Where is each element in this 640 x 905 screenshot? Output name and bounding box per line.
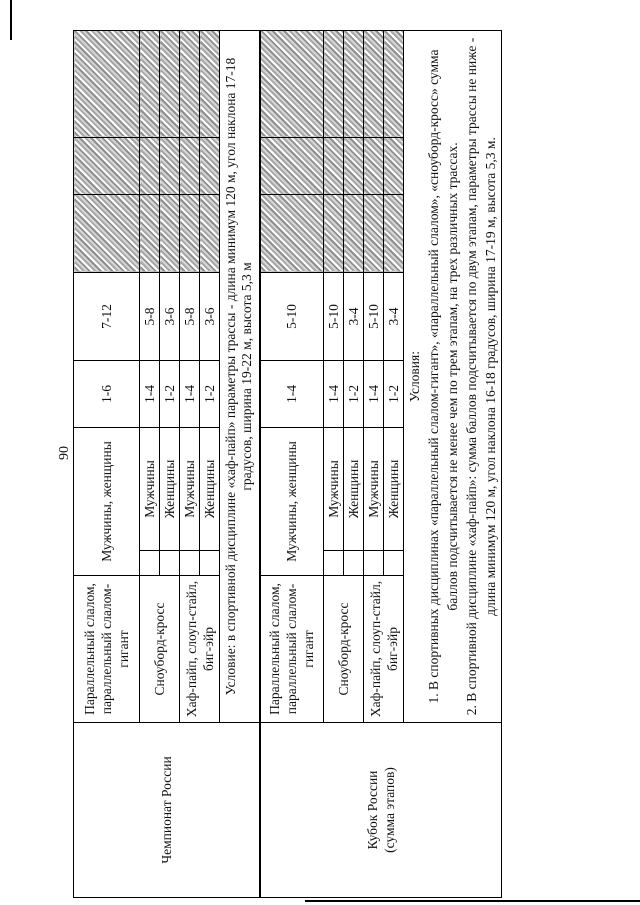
shaded-cell bbox=[74, 30, 140, 137]
shaded-cell bbox=[180, 30, 200, 137]
value-cell: 3-6 bbox=[200, 272, 220, 360]
rotated-table-container bbox=[73, 31, 498, 898]
value-cell: 1-4 bbox=[260, 360, 324, 427]
shaded-cell bbox=[324, 137, 344, 194]
ranking-table bbox=[73, 30, 502, 898]
group-cell: Мужчины bbox=[364, 427, 384, 550]
value-cell: 1-2 bbox=[344, 360, 364, 427]
value-cell: 1-4 bbox=[364, 360, 384, 427]
value-cell: 5-10 bbox=[260, 272, 324, 360]
value-cell: 1-2 bbox=[384, 360, 404, 427]
shaded-cell bbox=[160, 30, 180, 137]
value-cell: 1-4 bbox=[180, 360, 200, 427]
discipline-halfpipe: Хаф-пайп, слоуп-стайл, биг-эйр bbox=[364, 576, 404, 723]
shaded-cell bbox=[260, 30, 324, 137]
discipline-parallel-slalom: Параллельный слалом, параллельный слалом- гигант bbox=[260, 576, 324, 723]
group-cell: Женщины bbox=[200, 427, 220, 550]
shaded-cell bbox=[260, 194, 324, 272]
spacer-cell bbox=[140, 551, 160, 576]
shaded-cell bbox=[260, 137, 324, 194]
shaded-cell bbox=[180, 137, 200, 194]
shaded-cell bbox=[344, 30, 364, 137]
shaded-cell bbox=[364, 137, 384, 194]
shaded-cell bbox=[384, 30, 404, 137]
value-cell: 5-8 bbox=[140, 272, 160, 360]
discipline-snowboard-cross: Сноуборд-кросс bbox=[324, 576, 364, 723]
value-cell: 1-4 bbox=[324, 360, 344, 427]
value-cell: 5-8 bbox=[180, 272, 200, 360]
scan-edge-line bbox=[10, 0, 12, 40]
shaded-cell bbox=[200, 194, 220, 272]
shaded-cell bbox=[140, 137, 160, 194]
shaded-cell bbox=[74, 194, 140, 272]
shaded-cell bbox=[344, 194, 364, 272]
spacer-cell bbox=[364, 551, 384, 576]
spacer-cell bbox=[180, 551, 200, 576]
section-championship: Чемпионат России bbox=[74, 723, 260, 898]
spacer-cell bbox=[384, 551, 404, 576]
shaded-cell bbox=[364, 194, 384, 272]
shaded-cell bbox=[180, 194, 200, 272]
spacer-cell bbox=[344, 551, 364, 576]
value-cell: 3-6 bbox=[160, 272, 180, 360]
table-row bbox=[74, 30, 140, 897]
value-cell: 1-6 bbox=[74, 360, 140, 427]
shaded-cell bbox=[384, 194, 404, 272]
shaded-cell bbox=[200, 137, 220, 194]
spacer-cell bbox=[200, 551, 220, 576]
shaded-cell bbox=[344, 137, 364, 194]
cup-conditions bbox=[404, 30, 502, 722]
value-cell: 5-10 bbox=[324, 272, 344, 360]
value-cell: 3-4 bbox=[344, 272, 364, 360]
section-cup: Кубок России (сумма этапов) bbox=[260, 723, 502, 898]
shaded-cell bbox=[140, 30, 160, 137]
shaded-cell bbox=[200, 30, 220, 137]
value-cell: 1-2 bbox=[200, 360, 220, 427]
page-number: 90 bbox=[57, 446, 72, 460]
shaded-cell bbox=[74, 137, 140, 194]
shaded-cell bbox=[384, 137, 404, 194]
discipline-halfpipe: Хаф-пайп, слоуп-стайл, биг-эйр bbox=[180, 576, 220, 723]
shaded-cell bbox=[160, 137, 180, 194]
shaded-cell bbox=[364, 30, 384, 137]
group-cell: Мужчины bbox=[140, 427, 160, 550]
shaded-cell bbox=[160, 194, 180, 272]
group-cell: Мужчины, женщины bbox=[74, 427, 140, 575]
value-cell: 1-2 bbox=[160, 360, 180, 427]
group-cell: Мужчины bbox=[180, 427, 200, 550]
group-cell: Женщины bbox=[344, 427, 364, 550]
value-cell: 5-10 bbox=[364, 272, 384, 360]
scan-edge-line bbox=[305, 900, 640, 902]
championship-condition-note: Условие: в спортивной дисциплине «хаф-пайп» параметры трассы - длина минимум 120 м, угол наклона 17-18 градусов, ширина 19-22 м, высота 5,3 м bbox=[220, 30, 260, 722]
group-cell: Женщины bbox=[384, 427, 404, 550]
discipline-snowboard-cross: Сноуборд-кросс bbox=[140, 576, 180, 723]
value-cell: 7-12 bbox=[74, 272, 140, 360]
spacer-cell bbox=[160, 551, 180, 576]
spacer-cell bbox=[324, 551, 344, 576]
table-row bbox=[260, 30, 324, 897]
group-cell: Мужчины bbox=[324, 427, 344, 550]
value-cell: 1-4 bbox=[140, 360, 160, 427]
value-cell: 3-4 bbox=[384, 272, 404, 360]
cup-conditions-title: Условия: bbox=[407, 351, 422, 402]
cup-condition-1: 1. В спортивных дисциплинах «параллельный слалом-гигант», «параллельный слалом», «сноуборд-кросс» сумма баллов подсчитывается не менее чем по трем этапам, на трех различных трассах. bbox=[426, 49, 460, 704]
cup-condition-2: 2. В спортивной дисциплине «хаф-пайп»: сумма баллов подсчитывается по двум этапам, параметры трассы не ниже - длина минимум 120 м, угол наклона 16-18 градусов, ширина 17-19 м, высота 5,3 м. bbox=[464, 37, 498, 716]
shaded-cell bbox=[324, 30, 344, 137]
shaded-cell bbox=[140, 194, 160, 272]
group-cell: Женщины bbox=[160, 427, 180, 550]
shaded-cell bbox=[324, 194, 344, 272]
group-cell: Мужчины, женщины bbox=[260, 427, 324, 575]
discipline-parallel-slalom: Параллельный слалом, параллельный слалом- гигант bbox=[74, 576, 140, 723]
